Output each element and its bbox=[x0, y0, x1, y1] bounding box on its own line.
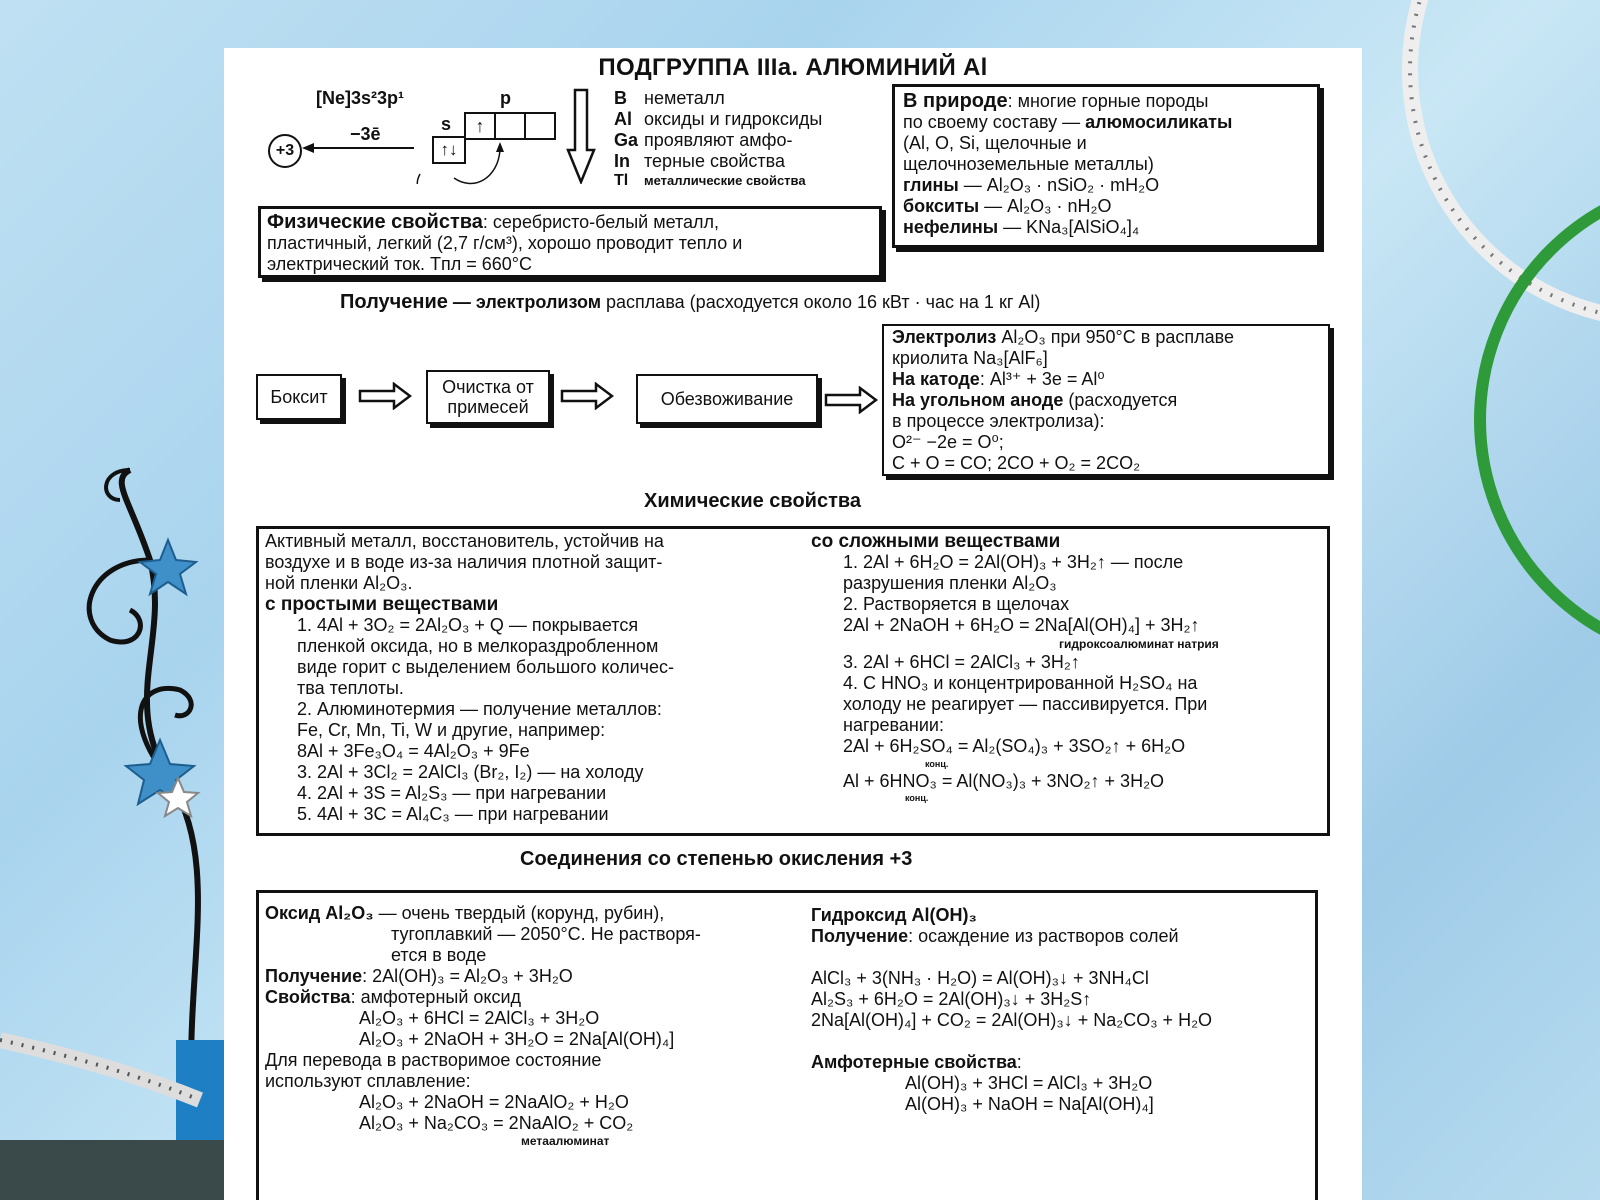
electrons-lost-label: −3ē bbox=[350, 124, 381, 144]
group-elements-list: B неметалл Al оксиды и гидроксиды Ga проявляют амфо- In терные свойства Tl металлические свойства bbox=[614, 88, 823, 189]
compounds-heading: Соединения со степенью окисления +3 bbox=[520, 848, 913, 870]
hydroxide-column: Гидроксид Al(OH)₃ Получение: осаждение из растворов солей AlCl₃ + 3(NH₃ · H₂O) = Al(OH)₃↓ + 3NH₄Cl Al₂S₃ + 6H₂O = 2Al(OH)₃↓ + 3H₂S↑ 2Na[Al(OH)₄] + CO₂ = 2Al(OH)₃↓ + Na₂CO₃ + H₂O Амфотерные свойства: Al(OH)₃ + 3HCl = AlCl₃ + 3H₂O Al(OH)₃ + NaOH = Na[Al(OH)₄] bbox=[811, 905, 1213, 1114]
compounds-box bbox=[256, 890, 1318, 1200]
production-heading: Получение — электролизом расплава (расходуется около 16 кВт · час на 1 кг Al) bbox=[340, 291, 1041, 313]
chemical-right-column: со сложными веществами 1. 2Al + 6H₂O = 2Al(OH)₃ + 3H₂↑ — после разрушения пленки Al₂O₃ 2. Растворяется в щелочах 2Al + 2NaOH + 6H₂O = 2Na[Al(OH)₄] + 3H₂↑ гидроксоалюминат натрия 3. 2Al + 6HCl = 2AlCl₃ + 3H₂↑ 4. С HNO₃ и концентрированной H₂SO₄ на холоду не реагирует — пассивируется. При нагревании: 2Al + 6H₂SO₄ = Al₂(SO₄)₃ + 3SO₂↑ + 6H₂O конц. Al + 6HNO₃ = Al(NO₃)₃ + 3NO₂↑ + 3H₂O конц. bbox=[811, 531, 1219, 803]
page-title: ПОДГРУППА IIIa. АЛЮМИНИЙ Al bbox=[598, 54, 988, 81]
p-orbital-cells bbox=[464, 112, 556, 140]
flow-step-dehydration: Обезвоживание bbox=[636, 374, 818, 424]
flow-step-purification: Очистка от примесей bbox=[426, 370, 550, 424]
p-cell-electron: ↑ bbox=[466, 114, 496, 138]
flow-arrow-icon bbox=[824, 386, 878, 414]
s-orbital-cell: ↑↓ bbox=[432, 136, 466, 164]
ionization-arrow bbox=[300, 134, 450, 184]
down-arrow-icon bbox=[566, 88, 596, 184]
chemical-left-column: Активный металл, восстановитель, устойчив на воздухе и в воде из-за наличия плотной защит- ной пленки Al₂O₃. с простыми веществами 1. 4Al + 3O₂ = 2Al₂O₃ + Q — покрывается пленкой оксида, но в мелкораздробленном виде горит с выделением большого количес- тва теплоты. 2. Алюминотермия — получение металлов: Fe, Cr, Mn, Ti, W и другие, например: 8Al + 3Fe₃O₄ = 4Al₂O₃ + 9Fe 3. 2Al + 3Cl₂ = 2AlCl₃ (Br₂, I₂) — на холоду 4. 2Al + 3S = Al₂S₃ — при нагревании 5. 4Al + 3C = Al₄C₃ — при нагревании bbox=[265, 531, 675, 824]
flow-arrow-icon bbox=[560, 382, 614, 410]
physical-properties-box: Физические свойства: серебристо-белый металл, пластичный, легкий (2,7 г/см³), хорошо проводит тепло и электрический ток. Tпл = 660°C bbox=[258, 206, 882, 278]
chemical-properties-box bbox=[256, 526, 1330, 836]
reference-sheet bbox=[224, 48, 1362, 1200]
electron-transition-arrow bbox=[444, 138, 514, 188]
decorative-dotted-band bbox=[0, 1040, 200, 1100]
s-orbital-label: s bbox=[441, 114, 452, 134]
flow-step-bauxite: Боксит bbox=[256, 374, 342, 420]
electron-config: [Ne]3s²3p¹ bbox=[316, 88, 405, 108]
nature-box: В природе: многие горные породы по своему составу — алюмосиликаты (Al, O, Si, щелочные и щелочноземельные металлы) глины — Al₂O₃ · nSiO₂ · mH₂O бокситы — Al₂O₃ · nH₂O нефелины — KNa₃[AlSiO₄]₄ bbox=[892, 84, 1320, 248]
decorative-dark-block bbox=[0, 1140, 240, 1200]
decorative-ring-dotted bbox=[1410, 0, 1600, 320]
oxide-column: Оксид Al₂O₃ — очень твердый (корунд, рубин), тугоплавкий — 2050°C. Не растворя- ется в воде Получение: 2Al(OH)₃ = Al₂O₃ + 3H₂O Свойства: амфотерный оксид Al₂O₃ + 6HCl = 2AlCl₃ + 3H₂O Al₂O₃ + 2NaOH + 3H₂O = 2Na[Al(OH)₄] Для перевода в растворимое состояние используют сплавление: Al₂O₃ + 2NaOH = 2NaAlO₂ + H₂O Al₂O₃ + Na₂CO₃ = 2NaAlO₂ + CO₂ метаалюминат bbox=[265, 903, 701, 1148]
p-orbital-label: p bbox=[500, 88, 511, 108]
flow-arrow-icon bbox=[358, 382, 412, 410]
electrolysis-box: Электролиз Al₂O₃ при 950°C в расплаве криолита Na₃[AlF₆] На катоде: Al³⁺ + 3e = Al⁰ На угольном аноде (расходуется в процессе электролиза): O²⁻ −2e = O⁰; C + O = CO; 2CO + O₂ = 2CO₂ bbox=[882, 324, 1330, 476]
chemical-properties-heading: Химические свойства bbox=[644, 490, 862, 512]
charge-circle: +3 bbox=[268, 134, 302, 168]
